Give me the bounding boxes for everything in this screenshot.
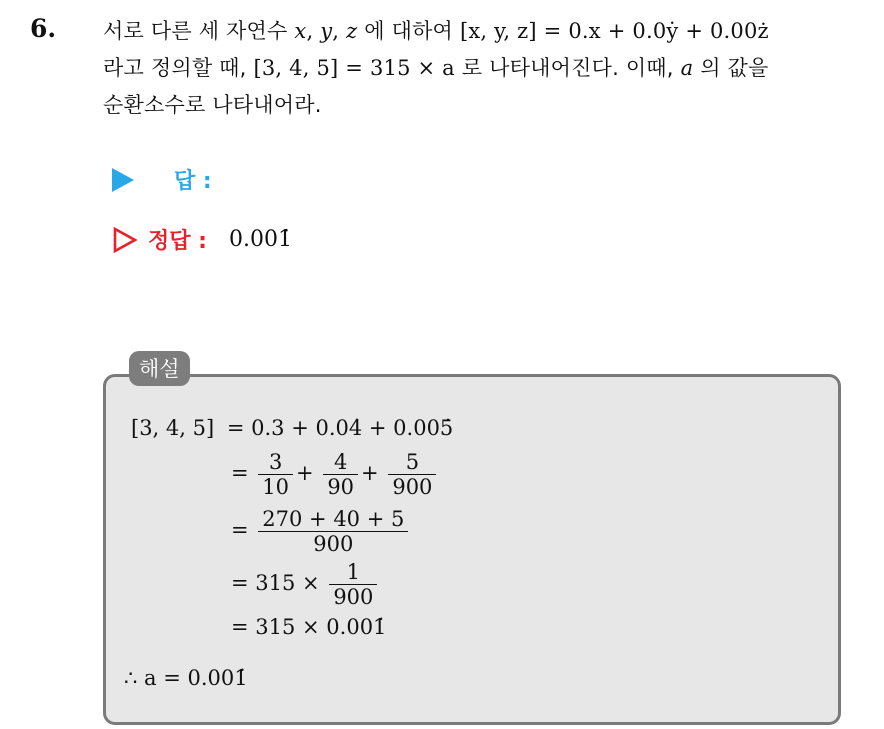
solution-row-5: = 315 × 0.001̇: [231, 615, 387, 639]
solution-conclusion: ∴ a = 0.001̇: [124, 666, 248, 690]
given-equation: [3, 4, 5] = 315 × a: [253, 56, 455, 80]
fraction: $\frac{3}{10}$: [258, 450, 293, 499]
problem-line-2: 라고 정의할 때, [3, 4, 5] = 315 × a 로 나타내어진다. 이때, a 의 값을: [103, 56, 769, 80]
solution-row-4: = 315 × $\frac{1}{900}$: [231, 560, 380, 609]
solution-row-1: [3, 4, 5] = 0.3 + 0.04̇ + 0.005̇: [131, 416, 454, 440]
correct-answer-row: [112, 224, 292, 255]
outline-triangle-icon: [112, 227, 138, 253]
solution-row-3: = $\frac{270 + 40 + 5}{900}$: [231, 507, 411, 556]
fraction: $\frac{5}{900}$: [388, 450, 436, 499]
answer-row: [112, 164, 212, 195]
solution-tag: 해설: [129, 351, 190, 386]
definition-formula: [x, y, z] = 0.x + 0.0ẏ + 0.00ż: [459, 19, 769, 43]
problem-line-3: 순환소수로 나타내어라.: [103, 93, 322, 117]
fraction: $\frac{4}{90}$: [323, 450, 358, 499]
problem-statement: [103, 13, 873, 124]
correct-answer-label: 정답 :: [148, 229, 207, 254]
answer-label: 답 :: [174, 169, 212, 194]
problem-number: 6.: [30, 14, 57, 43]
fraction: $\frac{270 + 40 + 5}{900}$: [258, 507, 408, 556]
solution-row-2: = $\frac{3}{10}$ + $\frac{4}{90}$ + $\frac{5}{900}$: [231, 450, 439, 499]
correct-answer-value: 0.001̇: [228, 227, 292, 252]
problem-line-1: 서로 다른 세 자연수 x, y, z 에 대하여 [x, y, z] = 0.x + 0.0ẏ + 0.00ż: [103, 19, 769, 43]
fraction: $\frac{1}{900}$: [329, 560, 377, 609]
play-triangle-icon: [112, 168, 134, 192]
